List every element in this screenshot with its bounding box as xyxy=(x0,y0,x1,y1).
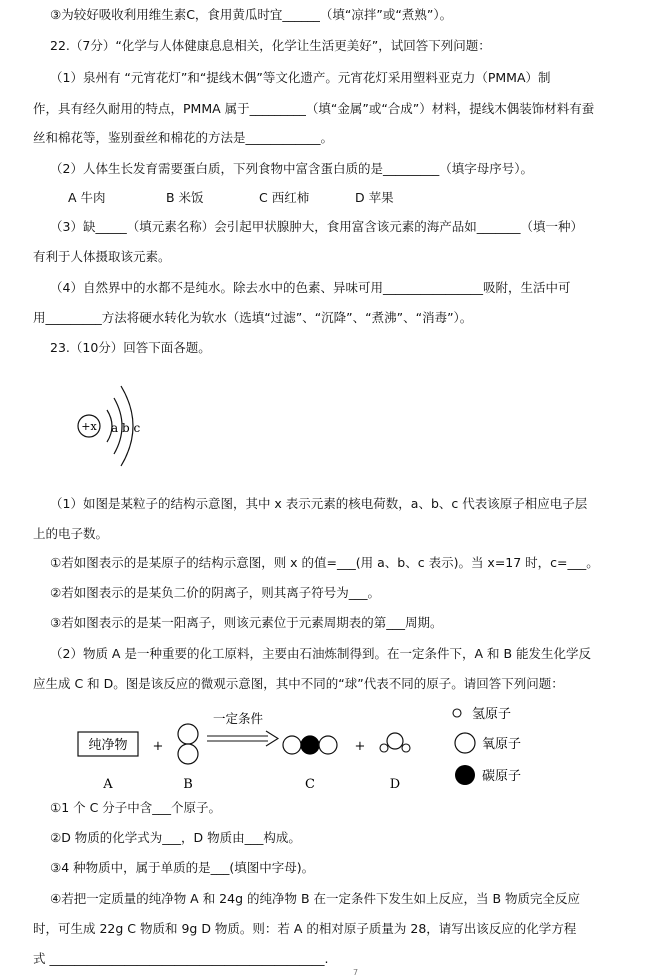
b-atom-top xyxy=(178,724,198,744)
condition-label: 一定条件 xyxy=(212,711,264,726)
atom-structure-diagram xyxy=(70,372,160,472)
q21-item3: ③为较好吸收利用维生素C，食用黄瓜时宜______（填“凉拌”或“煮熟”）。 xyxy=(50,7,453,22)
d-atom-left xyxy=(380,744,388,752)
label-c: C xyxy=(305,777,315,792)
nucleus-label: +x xyxy=(81,420,97,433)
q23-part2-line1: （2）物质 A 是一种重要的化工原料，主要由石油炼制得到。在一定条件下，A 和 B 能发生化学反 xyxy=(50,646,591,661)
plus-2: + xyxy=(354,739,366,754)
label-a: A xyxy=(103,777,113,792)
q23-part1-item1: ①若如图表示的是某原子的结构示意图，则 x 的值=___(用 a、b、c 表示)。当 x=17 时，c=___。 xyxy=(50,555,599,570)
q23-part2-item4-line1: ④若把一定质量的纯净物 A 和 24g 的纯净物 B 在一定条件下发生如上反应，当 B 物质完全反应 xyxy=(50,891,581,906)
label-b: B xyxy=(183,777,193,792)
legend-hydrogen-icon xyxy=(453,709,461,717)
q23-heading: 23.（10分）回答下面各题。 xyxy=(50,340,211,355)
legend-hydrogen-label: 氢原子 xyxy=(472,707,512,722)
q23-part1-line1: （1）如图是某粒子的结构示意图，其中 x 表示元素的核电荷数，a、b、c 代表该原子相应电子层 xyxy=(50,496,588,511)
option-a: A 牛肉 xyxy=(68,190,106,205)
legend-oxygen-label: 氧原子 xyxy=(482,737,522,752)
q23-part2-item3: ③4 种物质中，属于单质的是___(填图中字母)。 xyxy=(50,860,315,875)
c-atom-left xyxy=(283,736,301,754)
q22-part4-line1: （4）自然界中的水都不是纯水。除去水中的色素、异味可用________________吸附，生活中可 xyxy=(50,280,571,295)
b-atom-bottom xyxy=(178,744,198,764)
q22-part2: （2）人体生长发育需要蛋白质，下列食物中富含蛋白质的是_________（填字母序号）。 xyxy=(50,161,533,176)
q22-part3-line1: （3）缺_____（填元素名称）会引起甲状腺肿大，食用富含该元素的海产品如_______（填一种） xyxy=(50,219,583,234)
d-atom-right xyxy=(402,744,410,752)
q22-heading: 22.（7分）“化学与人体健康息息相关，化学让生活更美好”，试回答下列问题： xyxy=(50,38,491,53)
legend-oxygen-icon xyxy=(455,733,475,753)
option-d: D 苹果 xyxy=(355,190,394,205)
d-atom-center xyxy=(387,733,403,749)
reaction-diagram xyxy=(70,700,560,795)
label-d: D xyxy=(389,777,401,792)
legend-carbon-icon xyxy=(455,765,475,785)
q23-part1-line2: 上的电子数。 xyxy=(33,526,109,541)
option-c: C 西红柿 xyxy=(259,190,310,205)
shell-labels: a b c xyxy=(111,421,141,435)
option-b: B 米饭 xyxy=(166,190,204,205)
q23-part2-item1: ①1 个 C 分子中含___个原子。 xyxy=(50,800,222,815)
q22-part4-line2: 用_________方法将硬水转化为软水（选填“过滤”、“沉降”、“煮沸”、“消毒”）。 xyxy=(33,310,473,325)
q23-part2-item4-line3: 式 ____________________________________________. xyxy=(33,951,329,966)
arrow-head xyxy=(266,731,278,746)
q22-part1-line2: 作，具有经久耐用的特点，PMMA 属于_________（填“金属”或“合成”）材料，提线木偶装饰材料有蚕 xyxy=(33,101,595,116)
q22-part3-line2: 有利于人体摄取该元素。 xyxy=(33,249,171,264)
q22-part1-line3: 丝和棉花等，鉴别蚕丝和棉花的方法是____________。 xyxy=(33,130,334,145)
legend-carbon-label: 碳原子 xyxy=(482,769,522,784)
page-number: 7 xyxy=(353,968,359,977)
q23-part1-item2: ②若如图表示的是某负二价的阴离子，则其离子符号为___。 xyxy=(50,585,380,600)
q23-part2-item4-line2: 时，可生成 22g C 物质和 9g D 物质。则：若 A 的相对原子质量为 28，请写出该反应的化学方程 xyxy=(33,921,577,936)
q23-part1-item3: ③若如图表示的是某一阳离子，则该元素位于元素周期表的第___周期。 xyxy=(50,615,443,630)
box-a-text: 纯净物 xyxy=(88,738,128,753)
q23-part2-item2: ②D 物质的化学式为___，D 物质由___构成。 xyxy=(50,830,301,845)
plus-1: + xyxy=(152,739,164,754)
q22-part1-line1: （1）泉州有 “元宵花灯”和“提线木偶”等文化遗产。元宵花灯采用塑料亚克力（PMMA）制 xyxy=(50,70,551,85)
c-atom-center xyxy=(301,736,319,754)
c-atom-right xyxy=(319,736,337,754)
q23-part2-line2: 应生成 C 和 D。图是该反应的微观示意图，其中不同的“球”代表不同的原子。请回答下列问题： xyxy=(33,676,564,691)
